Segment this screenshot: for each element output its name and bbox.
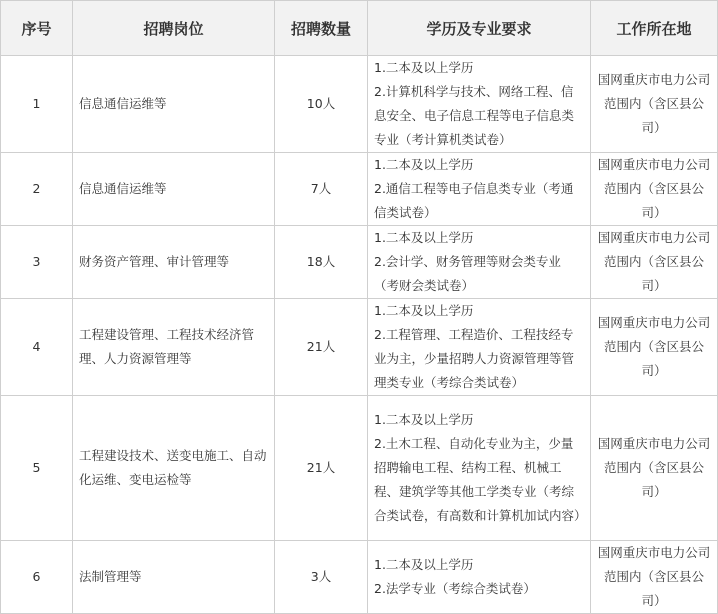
requirement-line: 1.二本及以上学历 — [374, 157, 474, 172]
row-requirements — [368, 299, 591, 396]
table-row — [1, 226, 718, 299]
row-requirements — [368, 396, 591, 541]
row-position: 财务资产管理、审计管理等 — [73, 226, 275, 299]
requirement-line: 2.工程管理、工程造价、工程技经专业为主，少量招聘人力资源管理等管理类专业（考综合类试卷） — [374, 327, 575, 390]
row-index: 6 — [1, 541, 73, 614]
row-index: 2 — [1, 153, 73, 226]
table-row — [1, 541, 718, 614]
row-position: 工程建设管理、工程技术经济管理、人力资源管理等 — [73, 299, 275, 396]
row-location: 国网重庆市电力公司范围内（含区县公司） — [591, 56, 718, 153]
row-count: 21人 — [275, 396, 368, 541]
row-position: 法制管理等 — [73, 541, 275, 614]
requirement-line: 2.计算机科学与技术、网络工程、信息安全、电子信息工程等电子信息类专业（考计算机类试卷） — [374, 84, 575, 147]
row-location: 国网重庆市电力公司范围内（含区县公司） — [591, 299, 718, 396]
requirement-line: 1.二本及以上学历 — [374, 557, 474, 572]
row-index: 4 — [1, 299, 73, 396]
row-position: 工程建设技术、送变电施工、自动化运维、变电运检等 — [73, 396, 275, 541]
table-row — [1, 299, 718, 396]
row-count: 18人 — [275, 226, 368, 299]
header-row — [1, 1, 718, 56]
row-location: 国网重庆市电力公司范围内（含区县公司） — [591, 541, 718, 614]
row-count: 10人 — [275, 56, 368, 153]
table-header — [1, 1, 718, 56]
requirement-line: 1.二本及以上学历 — [374, 412, 474, 427]
requirement-line: 1.二本及以上学历 — [374, 60, 474, 75]
requirement-line: 1.二本及以上学历 — [374, 230, 474, 245]
row-location: 国网重庆市电力公司范围内（含区县公司） — [591, 396, 718, 541]
table-row — [1, 153, 718, 226]
header-requirements: 学历及专业要求 — [368, 1, 591, 56]
row-position: 信息通信运维等 — [73, 56, 275, 153]
row-requirements — [368, 56, 591, 153]
table-body — [1, 56, 718, 614]
requirement-line: 2.通信工程等电子信息类专业（考通信类试卷） — [374, 181, 574, 220]
row-requirements — [368, 153, 591, 226]
header-location: 工作所在地 — [591, 1, 718, 56]
row-count: 7人 — [275, 153, 368, 226]
row-location: 国网重庆市电力公司范围内（含区县公司） — [591, 226, 718, 299]
requirement-line: 1.二本及以上学历 — [374, 303, 474, 318]
header-position: 招聘岗位 — [73, 1, 275, 56]
table-row — [1, 396, 718, 541]
row-count: 21人 — [275, 299, 368, 396]
requirement-line: 2.会计学、财务管理等财会类专业（考财会类试卷） — [374, 254, 561, 293]
row-index: 5 — [1, 396, 73, 541]
row-requirements — [368, 541, 591, 614]
row-position: 信息通信运维等 — [73, 153, 275, 226]
row-index: 1 — [1, 56, 73, 153]
requirement-line: 2.土木工程、自动化专业为主，少量招聘输电工程、结构工程、机械工程、建筑学等其他工学类专业（考综合类试卷，有高数和计算机加试内容） — [374, 436, 587, 523]
header-count: 招聘数量 — [275, 1, 368, 56]
requirement-line: 2.法学专业（考综合类试卷） — [374, 581, 536, 596]
table-row — [1, 56, 718, 153]
header-index: 序号 — [1, 1, 73, 56]
row-requirements — [368, 226, 591, 299]
row-location: 国网重庆市电力公司范围内（含区县公司） — [591, 153, 718, 226]
row-index: 3 — [1, 226, 73, 299]
row-count: 3人 — [275, 541, 368, 614]
